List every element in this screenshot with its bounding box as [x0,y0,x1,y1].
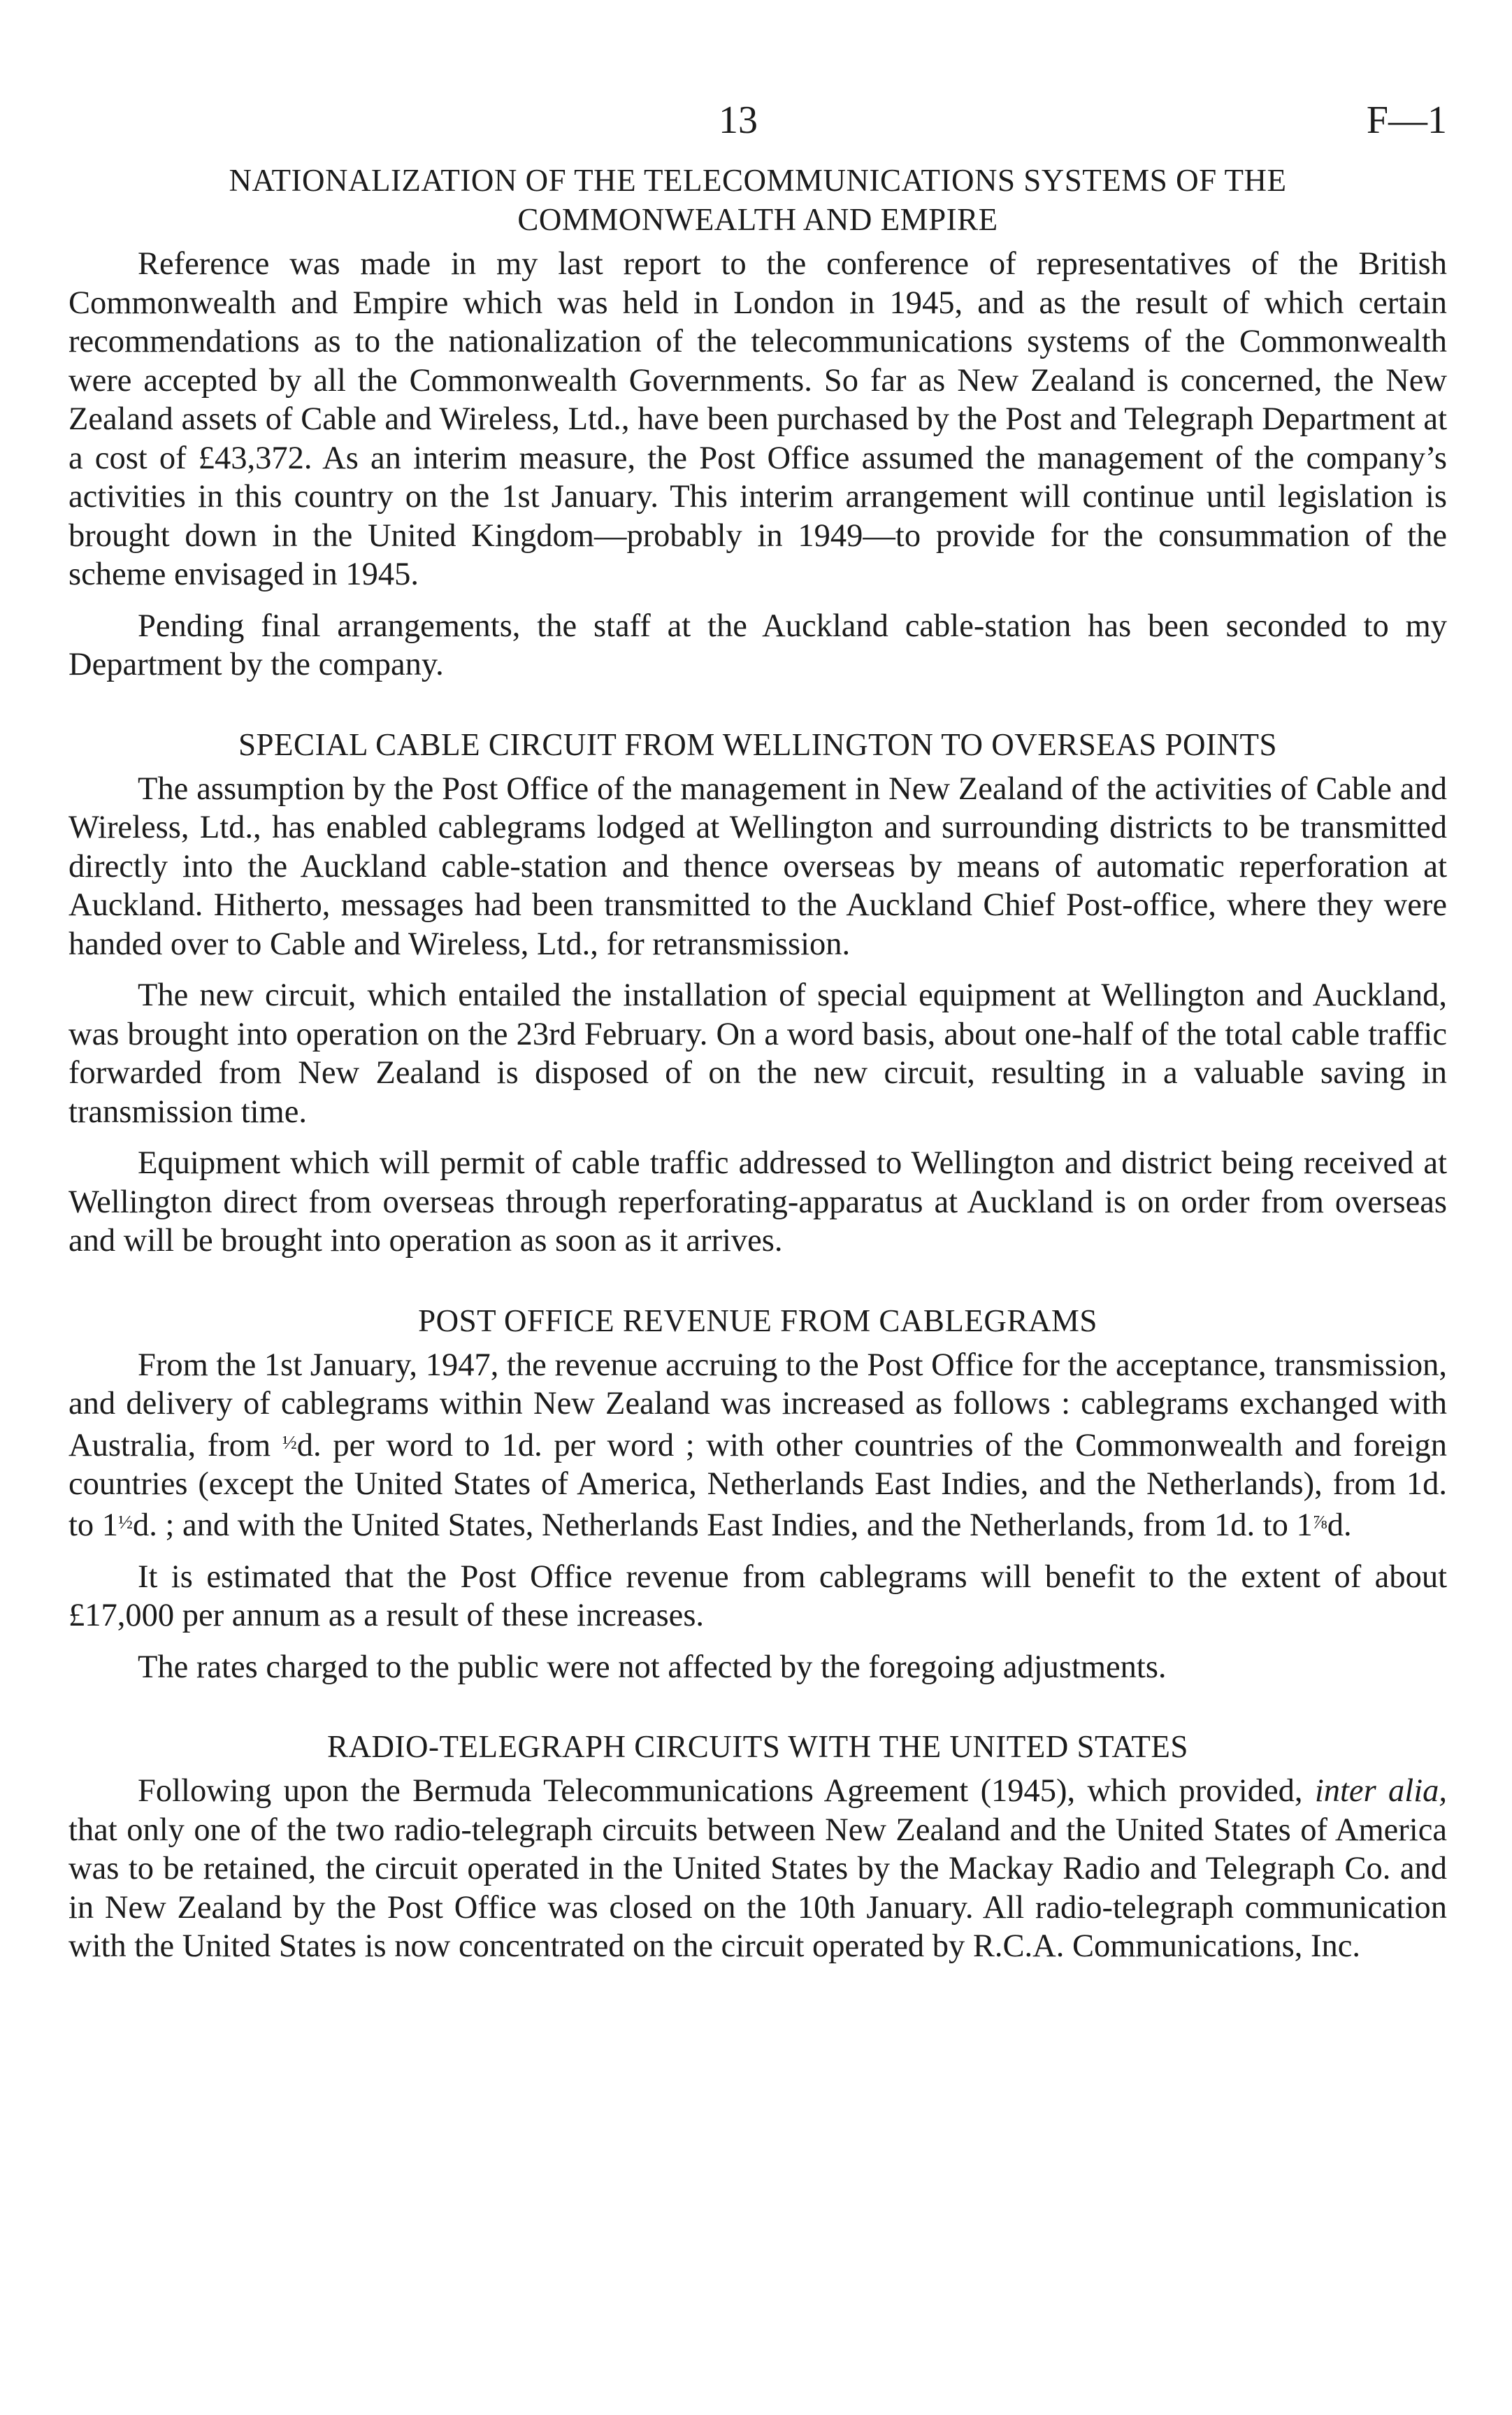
text-run: From the 1st January, 1947, the revenue accruing to the Post Office for the acceptance, transmission, and delivery of cablegrams within New Zealand was increased as follows : cablegrams exchanged with Australia, from [69,1347,1447,1463]
paragraph: The assumption by the Post Office of the management in New Zealand of the activities of Cable and Wireless, Ltd., has enabled cablegrams lodged at Wellington and surrounding districts to be transmitted directly into the Auckland cable-station and thence overseas by means of automatic reperforation at Auckland. Hitherto, messages had been transmitted to the Auckland Chief Post-office, where they were handed over to Cable and Wireless, Ltd., for retransmission. [69,771,1447,962]
paragraph: Pending final arrangements, the staff at the Auckland cable-station has been seconded to my Department by the company. [69,608,1447,682]
document-page [69,98,1447,1979]
section-heading [69,725,1447,764]
fraction: ½ [118,1512,133,1534]
heading-line: SPECIAL CABLE CIRCUIT FROM WELLINGTON TO OVERSEAS POINTS [238,726,1278,762]
text-run: d. per word to 1d. per word ; with other countries of the Commonwealth and foreign countries (except the United States of America, Netherlands East Indies, and the Netherlands), from 1d. to 1 [69,1427,1447,1543]
paragraph: Equipment which will permit of cable traffic addressed to Wellington and district being received at Wellington direct from overseas through reperforating-apparatus at Auckland is on order from overseas and will be brought into operation as soon as it arrives. [69,1145,1447,1259]
page-number: 13 [719,99,758,142]
paragraph: Reference was made in my last report to the conference of representatives of the British Commonwealth and Empire which was held in London in 1945, and as the result of which certain recommendations as to the nationalization of the telecommunications systems of the Commonwealth were accepted by all the Commonwealth Governments. So far as New Zealand is concerned, the New Zealand assets of Cable and Wireless, Ltd., have been purchased by the Post and Telegraph Department at a cost of £43,372. As an interim measure, the Post Office assumed the management of the company’s activities in this country on the 1st January. This interim arrangement will continue until legislation is brought down in the United Kingdom—probably in 1949—to provide for the consummation of the scheme envisaged in 1945. [69,246,1447,592]
italic-phrase: inter alia, [1314,1773,1448,1809]
text-run: Following upon the Bermuda Telecommunications Agreement (1945), which provided, [138,1773,1315,1809]
section-heading [69,1727,1447,1766]
paragraph: The new circuit, which entailed the installation of special equipment at Wellington and Auckland, was brought into operation on the 23rd February. On a word basis, about one-half of the total cable traffic forwarded from New Zealand is disposed of on the new circuit, resulting in a valuable saving in transmission time. [69,977,1447,1130]
heading-line: POST OFFICE REVENUE FROM CABLEGRAMS [418,1303,1097,1338]
paragraph: It is estimated that the Post Office revenue from cablegrams will benefit to the extent of about £17,000 per annum as a result of these increases. [69,1558,1447,1633]
section-heading [69,161,1447,239]
paragraph-revenue-rates [69,1346,1447,1545]
section-nationalization [69,161,1447,685]
fraction: ⅞ [1312,1512,1327,1534]
heading-line: COMMONWEALTH AND EMPIRE [517,202,998,237]
text-run: d. ; and with the United States, Netherlands East Indies, and the Netherlands, from 1d. to 1 [132,1507,1313,1543]
heading-line: NATIONALIZATION OF THE TELECOMMUNICATIONS SYSTEMS OF THE [229,163,1287,198]
text-run: that only one of the two radio-telegraph circuits between New Zealand and the United States of America was to be retained, the circuit operated in the United States by the Mackay Radio and Telegraph Co. and in New Zealand by the Post Office was closed on the 10th January. All radio-telegraph communication with the United States is now concentrated on the circuit operated by R.C.A. Communications, Inc. [69,1812,1447,1964]
text-run: d. [1327,1507,1352,1543]
fraction: ½ [282,1431,297,1454]
section-post-office-revenue [69,1301,1447,1687]
section-heading [69,1301,1447,1340]
paragraph-radio-circuits [69,1772,1447,1966]
heading-line: RADIO-TELEGRAPH CIRCUITS WITH THE UNITED STATES [327,1729,1188,1764]
section-special-cable-circuit [69,725,1447,1261]
page-code: F—1 [1366,99,1447,142]
paragraph: The rates charged to the public were not affected by the foregoing adjustments. [138,1649,1167,1685]
running-head [69,98,1447,161]
section-radio-telegraph [69,1727,1447,1966]
